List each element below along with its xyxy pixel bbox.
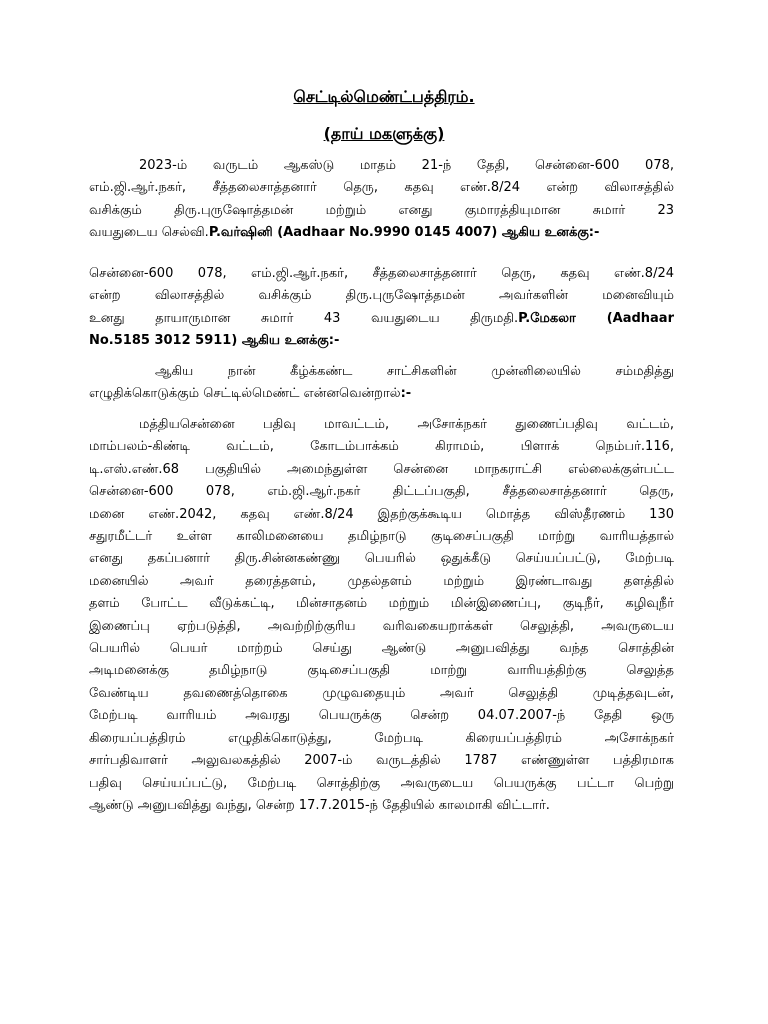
- declaration-colon: :-: [400, 386, 412, 402]
- paragraph-line: இணைப்பு ஏற்படுத்தி, அவற்றிற்குரிய வரிவகையறாக்கள் செலுத்தி, அவருடைய: [89, 618, 674, 634]
- mother-name-aadhaar: P.மேகலா (Aadhaar: [518, 310, 674, 326]
- paragraph-line: பெயரில் பெயர் மாற்றம் செய்து ஆண்டு அனுபவித்து வந்த சொத்தின்: [89, 641, 674, 657]
- paragraph-line: சென்னை-600 078, எம்.ஜி.ஆர்.நகர், சீத்தலைசாத்தனார் தெரு, கதவு எண்.8/24: [89, 266, 674, 281]
- paragraph-line: ஆண்டு அனுபவித்து வந்து, சென்ற 17.7.2015-ந் தேதியில் காலமாகி விட்டார்.: [89, 797, 550, 813]
- paragraph-line: தளம் போட்ட வீடுக்கட்டி, மின்சாதனம் மற்றும் மின்இணைப்பு, குடிநீர், கழிவுநீர்: [89, 596, 674, 612]
- paragraph-line: சார்பதிவாளர் அலுவலகத்தில் 2007-ம் வருடத்தில் 1787 எண்ணுள்ள பத்திரமாக: [89, 753, 674, 769]
- document-subtitle: (தாய் மகளுக்கு): [323, 124, 445, 143]
- paragraph-line: மாம்பலம்-கிண்டி வட்டம், கோடம்பாக்கம் கிராமம், பிளாக் நெம்பர்.116,: [89, 439, 674, 455]
- paragraph-line: மேற்படி வாரியம் அவரது பெயருக்கு சென்ற 04.07.2007-ந் தேதி ஒரு: [89, 708, 674, 724]
- property-history-paragraph: [89, 414, 674, 817]
- paragraph-line: சதுரமீட்டர் உள்ள காலிமனையை தமிழ்நாடு குடிசைப்பகுதி மாற்று வாரியத்தால்: [89, 529, 674, 545]
- paragraph-line: [89, 308, 674, 330]
- paragraph-line: என்ற விலாசத்தில் வசிக்கும் திரு.புருஷோத்தமன் அவர்களின் மனைவியும்: [89, 288, 674, 304]
- paragraph-line: பதிவு செய்யப்பட்டு, மேற்படி சொத்திற்கு அவருடைய பெயருக்கு பட்டா பெற்று: [89, 775, 674, 791]
- mother-aadhaar-continued: No.5185 3012 5911) ஆகிய உனக்கு:-: [89, 333, 340, 349]
- recital-mother-paragraph: [89, 263, 674, 353]
- paragraph-line: கிரையப்பத்திரம் எழுதிக்கொடுத்து, மேற்படி கிரையப்பத்திரம் அசோக்நகர்: [89, 730, 674, 746]
- daughter-name-aadhaar: P.வர்ஷினி (Aadhaar No.9990 0145 4007) ஆகிய உனக்கு:-: [208, 225, 600, 241]
- paragraph-line: ஆகிய நான் கீழ்க்கண்ட சாட்சிகளின் முன்னிலையில் சம்மதித்து: [155, 364, 674, 379]
- line-text: எழுதிக்கொடுக்கும் செட்டில்மெண்ட் என்னவென்றால்: [89, 386, 401, 402]
- paragraph-line: எம்.ஜி.ஆர்.நகர், சீத்தலைசாத்தனார் தெரு, கதவு எண்.8/24 என்ற விலாசத்தில்: [89, 180, 674, 196]
- document-title: செட்டில்மெண்ட்பத்திரம்.: [293, 87, 475, 106]
- paragraph-line: மத்தியசென்னை பதிவு மாவட்டம், அசோக்நகர் துணைப்பதிவு வட்டம்,: [139, 417, 674, 432]
- paragraph-line: [89, 222, 674, 244]
- line-text: உனது தாயாருமான சுமார் 43 வயதுடைய திருமதி.: [89, 310, 519, 326]
- paragraph-line: மனையில் அவர் தரைத்தளம், முதல்தளம் மற்றும் இரண்டாவது தளத்தில்: [89, 573, 674, 589]
- recital-daughter-paragraph: [89, 155, 674, 245]
- paragraph-line: அடிமனைக்கு தமிழ்நாடு குடிசைப்பகுதி மாற்று வாரியத்திற்கு செலுத்த: [89, 663, 674, 679]
- paragraph-line: வசிக்கும் திரு.புருஷோத்தமன் மற்றும் எனது குமாரத்தியுமான சுமார் 23: [89, 202, 674, 218]
- paragraph-line: டி.எஸ்.எண்.68 பகுதியில் அமைந்துள்ள சென்னை மாநகராட்சி எல்லைக்குள்பட்ட: [89, 461, 674, 477]
- paragraph-line: [89, 383, 674, 405]
- paragraph-line: 2023-ம் வருடம் ஆகஸ்டு மாதம் 21-ந் தேதி, சென்னை-600 078,: [139, 158, 674, 173]
- declaration-paragraph: [89, 361, 674, 406]
- paragraph-line: எனது தகப்பனார் திரு.சின்னகண்ணு பெயரில் ஒதுக்கீடு செய்யப்பட்டு, மேற்படி: [89, 551, 674, 567]
- line-text: வயதுடைய செல்வி.: [89, 225, 209, 241]
- paragraph-line: சென்னை-600 078, எம்.ஜி.ஆர்.நகர் திட்டப்பகுதி, சீத்தலைசாத்தனார் தெரு,: [89, 484, 674, 500]
- paragraph-line: வேண்டிய தவணைத்தொகை முழுவதையும் அவர் செலுத்தி முடித்தவுடன்,: [89, 685, 674, 701]
- paragraph-line: மனை எண்.2042, கதவு எண்.8/24 இதற்குக்கூடிய மொத்த விஸ்தீரணம் 130: [89, 506, 674, 522]
